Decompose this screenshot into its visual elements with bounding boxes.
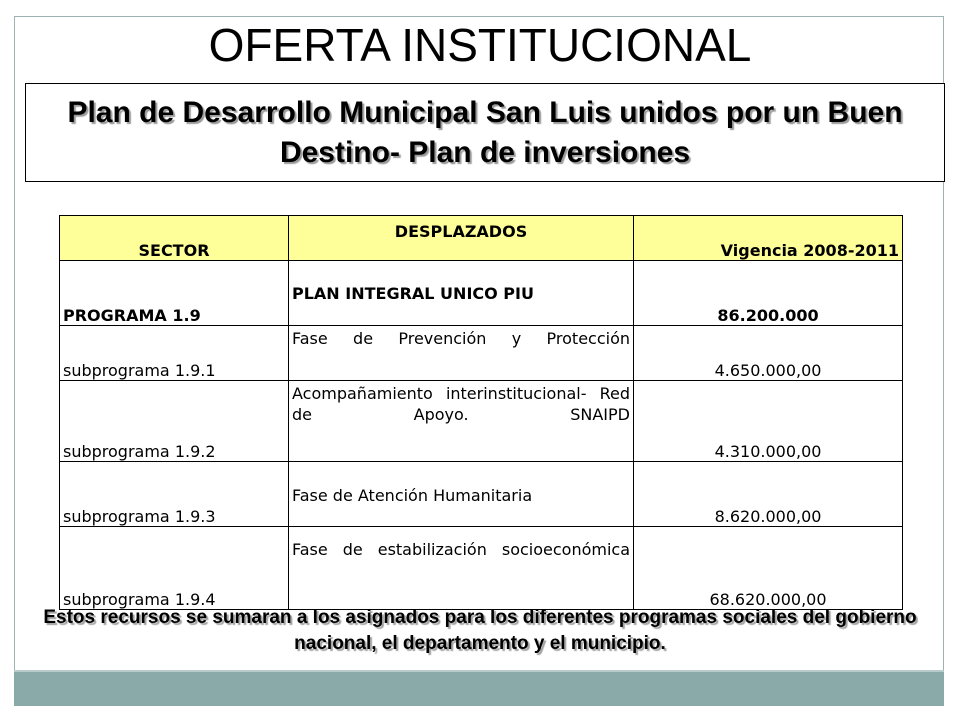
row-sector: subprograma 1.9.3 — [60, 462, 289, 527]
table-header-row — [60, 216, 903, 261]
slide-title: OFERTA INSTITUCIONAL — [208, 19, 752, 71]
row-sector: subprograma 1.9.1 — [60, 326, 289, 381]
investment-table — [59, 215, 903, 610]
header-vigencia: Vigencia 2008-2011 — [634, 216, 903, 261]
row-sector: subprograma 1.9.4 — [60, 527, 289, 610]
table-row — [60, 462, 903, 527]
program-row — [60, 261, 903, 326]
slide-subtitle: Plan de Desarrollo Municipal San Luis unidos por un Buen Destino- Plan de inversiones — [67, 95, 903, 169]
row-amount: 68.620.000,00 — [634, 527, 903, 610]
row-amount: 8.620.000,00 — [634, 462, 903, 527]
header-desplazados: DESPLAZADOS — [289, 216, 634, 261]
footer-band — [14, 670, 944, 706]
footer-note: Estos recursos se sumaran a los asignados para los diferentes programas sociales del gobierno nacional, el departamento y el municipio. — [43, 607, 917, 654]
table-row — [60, 326, 903, 381]
row-description: Fase de Atención Humanitaria — [289, 462, 634, 527]
row-description: Fase de estabilización socioeconómica — [289, 527, 634, 610]
program-name: PLAN INTEGRAL UNICO PIU — [289, 261, 634, 326]
program-amount: 86.200.000 — [634, 261, 903, 326]
table-row — [60, 381, 903, 462]
row-sector: subprograma 1.9.2 — [60, 381, 289, 462]
subtitle-box — [25, 83, 945, 182]
row-amount: 4.650.000,00 — [634, 326, 903, 381]
row-description: Acompañamiento interinstitucional- Red de Apoyo. SNAIPD — [289, 381, 634, 462]
header-sector: SECTOR — [60, 216, 289, 261]
row-amount: 4.310.000,00 — [634, 381, 903, 462]
row-description: Fase de Prevención y Protección — [289, 326, 634, 381]
table-row — [60, 527, 903, 610]
program-sector: PROGRAMA 1.9 — [60, 261, 289, 326]
